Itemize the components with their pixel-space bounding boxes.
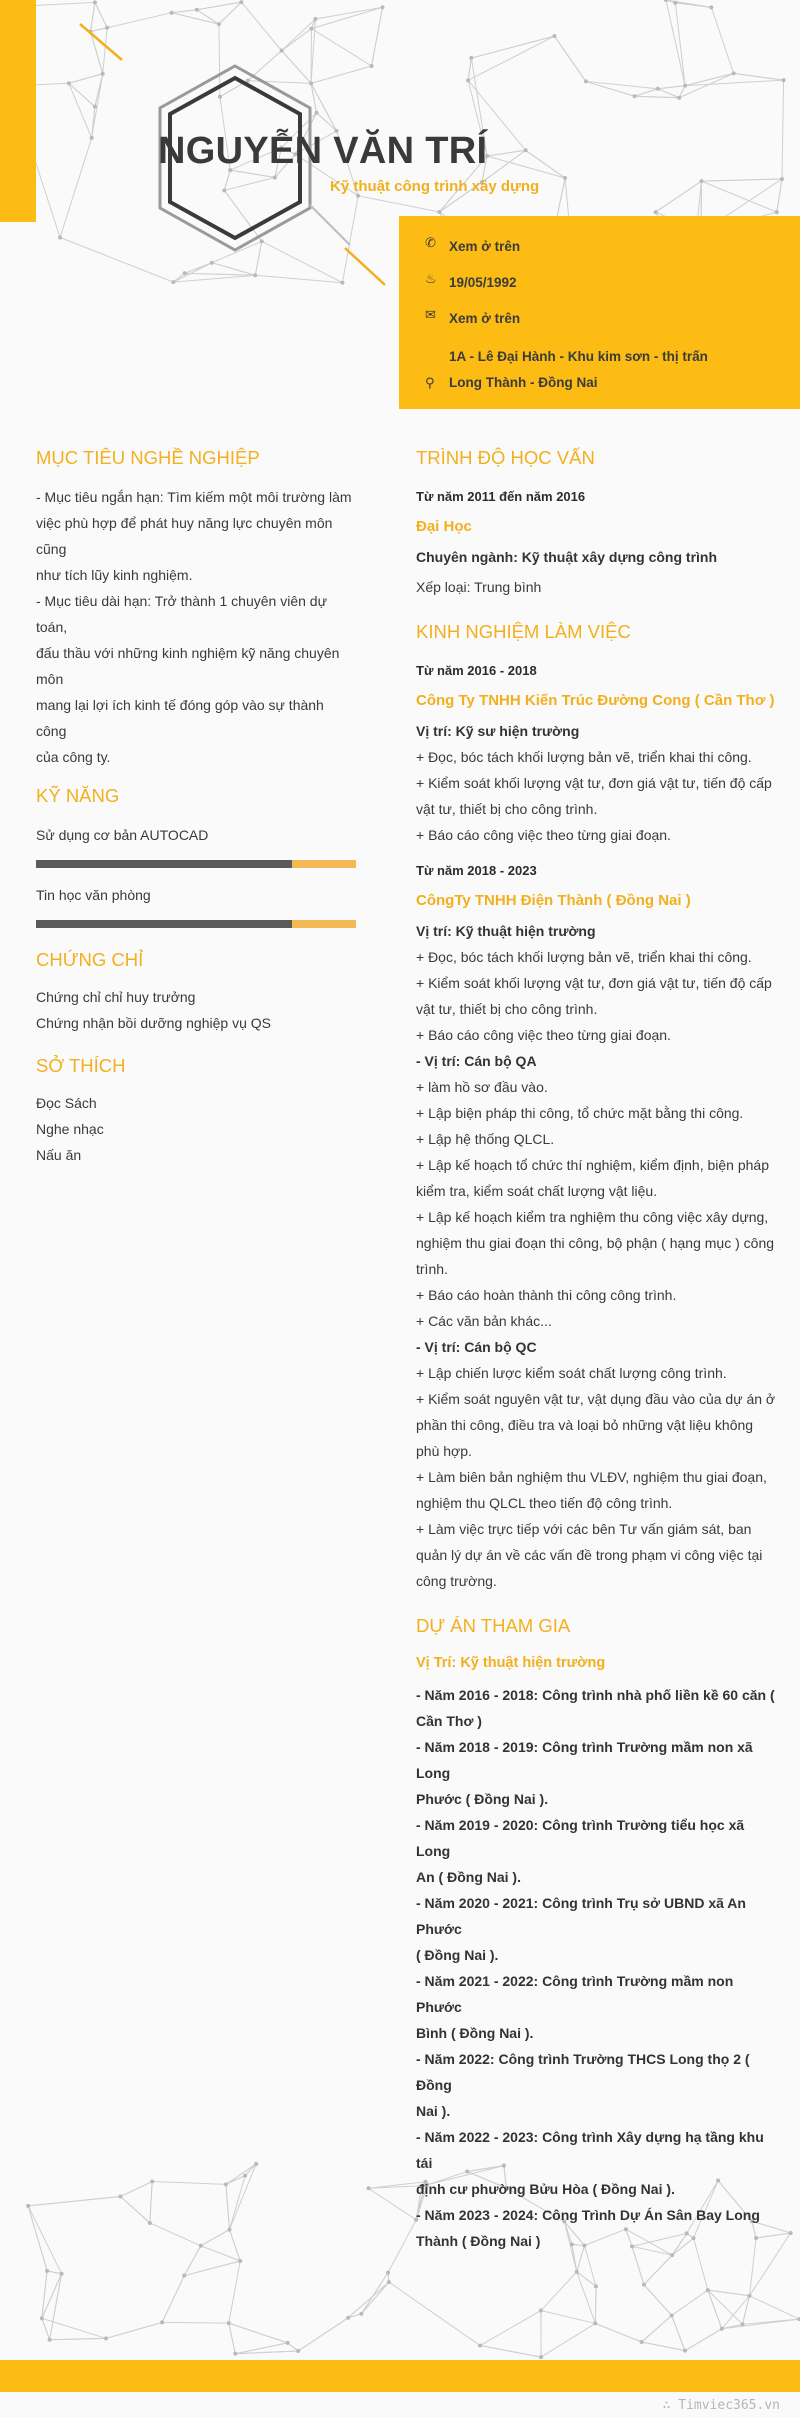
project-line: An ( Đồng Nai ).	[416, 1869, 521, 1885]
experience-title: KINH NGHIỆM LÀM VIỆC	[416, 621, 631, 642]
job-detail-line: Vị trí: Kỹ thuật hiện trường	[416, 923, 596, 939]
hobby-item: Nấu ăn	[36, 1147, 82, 1163]
project-line: ( Đồng Nai ).	[416, 1947, 499, 1963]
accent-bar-bottom	[0, 2360, 800, 2392]
job-detail-line: + Các văn bản khác...	[416, 1313, 552, 1329]
certificate-item: Chứng chỉ chỉ huy trưởng	[36, 989, 196, 1005]
objective-line: mang lại lợi ích kinh tế đóng góp vào sự thành công	[36, 697, 324, 739]
job-period: Từ năm 2018 - 2023	[416, 863, 537, 878]
hobbies-title: SỞ THÍCH	[36, 1055, 126, 1076]
job-detail-line: + Kiểm soát khối lượng vật tư, đơn giá vật tư, tiến độ cấp	[416, 975, 772, 991]
objective-line: của công ty.	[36, 749, 111, 765]
objective-text	[36, 484, 356, 770]
job-company: Công Ty TNHH Kiến Trúc Đường Cong ( Cần Thơ )	[416, 692, 775, 709]
job-detail-line: nghiệm thu QLCL theo tiến độ công trình.	[416, 1495, 673, 1511]
skill-name: Tin học văn phòng	[36, 887, 151, 903]
project-line: - Năm 2019 - 2020: Công trình Trường tiểu học xã Long	[416, 1817, 745, 1859]
job-details	[416, 718, 776, 848]
skills-title: KỸ NĂNG	[36, 785, 120, 806]
map-pin-icon: ⚲	[425, 375, 435, 390]
project-line: - Năm 2020 - 2021: Công trình Trụ sở UBND xã An Phước	[416, 1895, 746, 1937]
project-line: - Năm 2016 - 2018: Công trình nhà phố liền kề 60 căn (	[416, 1687, 775, 1703]
candidate-job-title: Kỹ thuật công trình xây dựng	[330, 178, 540, 195]
job-detail-line: + Lập kế hoạch tổ chức thí nghiệm, kiểm định, biện pháp	[416, 1157, 769, 1173]
certificates-title: CHỨNG CHỈ	[36, 949, 144, 970]
objective-title: MỤC TIÊU NGHỀ NGHIỆP	[36, 447, 260, 468]
job-entry	[416, 858, 776, 1594]
education-title: TRÌNH ĐỘ HỌC VẤN	[416, 447, 595, 468]
job-detail-line: công trường.	[416, 1573, 497, 1589]
objective-line: việc phù hợp để phát huy năng lực chuyên môn cũng	[36, 515, 333, 557]
job-detail-line: + Báo cáo hoàn thành thi công công trình.	[416, 1287, 677, 1303]
contact-email: ✉ Xem ở trên	[425, 307, 521, 326]
job-entry	[416, 658, 776, 848]
job-detail-line: vật tư, thiết bị cho công trình.	[416, 1001, 598, 1017]
job-detail-line: + làm hồ sơ đầu vào.	[416, 1079, 548, 1095]
objective-line: như tích lũy kinh nghiệm.	[36, 567, 193, 583]
project-line: Nai ).	[416, 2103, 451, 2119]
job-detail-line: phần thi công, điều tra và loại bỏ những vật liệu không	[416, 1417, 754, 1433]
projects-role: Vị Trí: Kỹ thuật hiện trường	[416, 1655, 606, 1671]
job-detail-line: vật tư, thiết bị cho công trình.	[416, 801, 598, 817]
job-detail-line: + Đọc, bóc tách khối lượng bản vẽ, triển khai thi công.	[416, 949, 752, 965]
contact-phone: ✆ Xem ở trên	[425, 235, 521, 254]
envelope-icon: ✉	[425, 307, 436, 322]
address-line-1: 1A - Lê Đại Hành - Khu kim sơn - thị trấn	[449, 349, 708, 364]
job-detail-line: + Làm việc trực tiếp với các bên Tư vấn giám sát, ban	[416, 1521, 752, 1537]
project-line: - Năm 2023 - 2024: Công Trình Dự Án Sân Bay Long	[416, 2207, 760, 2223]
hobby-item: Đọc Sách	[36, 1095, 97, 1111]
skill-bar-fill	[36, 920, 292, 928]
job-detail-line: + Kiểm soát khối lượng vật tư, đơn giá vật tư, tiến độ cấp	[416, 775, 772, 791]
skill-item	[36, 882, 356, 928]
job-detail-line: + Lập hệ thống QLCL.	[416, 1131, 555, 1147]
job-detail-line: phù hợp.	[416, 1443, 472, 1459]
education-period: Từ năm 2011 đến năm 2016	[416, 489, 586, 504]
certificate-item: Chứng nhận bồi dưỡng nghiệp vụ QS	[36, 1015, 271, 1031]
job-detail-line: + Đọc, bóc tách khối lượng bản vẽ, triển khai thi công.	[416, 749, 752, 765]
hobby-item: Nghe nhạc	[36, 1121, 104, 1137]
job-detail-line: - Vị trí: Cán bộ QA	[416, 1053, 537, 1069]
job-details	[416, 918, 776, 1594]
right-column	[416, 444, 776, 2254]
objective-line: đấu thầu với những kinh nghiệm kỹ năng chuyên môn	[36, 645, 340, 687]
skill-name: Sử dụng cơ bản AUTOCAD	[36, 827, 209, 843]
project-line: - Năm 2022: Công trình Trường THCS Long thọ 2 ( Đồng	[416, 2051, 750, 2093]
project-line: Phước ( Đồng Nai ).	[416, 1791, 549, 1807]
project-line: - Năm 2018 - 2019: Công trình Trường mầm non xã Long	[416, 1739, 753, 1781]
job-detail-line: + Lập biện pháp thi công, tổ chức mặt bằng thi công.	[416, 1105, 744, 1121]
phone-icon: ✆	[425, 235, 436, 250]
job-detail-line: Vị trí: Kỹ sư hiện trường	[416, 723, 580, 739]
address-line-2: Long Thành - Đồng Nai	[449, 375, 598, 390]
skill-bar	[36, 920, 356, 928]
project-line: Thành ( Đồng Nai )	[416, 2233, 541, 2249]
project-line: Bình ( Đồng Nai ).	[416, 2025, 534, 2041]
contact-birthday: ♨ 19/05/1992	[425, 271, 517, 290]
skill-bar	[36, 860, 356, 868]
skill-item	[36, 822, 356, 868]
candidate-name: NGUYỄN VĂN TRÍ	[158, 130, 488, 172]
job-detail-line: + Lập kế hoạch kiểm tra nghiệm thu công việc xây dựng,	[416, 1209, 769, 1225]
job-detail-line: + Kiểm soát nguyên vật tư, vật dụng đầu vào của dự án ở	[416, 1391, 776, 1407]
contact-address	[425, 344, 708, 396]
projects-title: DỰ ÁN THAM GIA	[416, 1615, 571, 1636]
job-detail-line: quản lý dự án về các vấn đề trong phạm vi công việc tại	[416, 1547, 763, 1563]
contact-box	[399, 216, 800, 409]
job-detail-line: nghiệm thu giai đoạn thi công, bộ phận ( hạng mục ) công	[416, 1235, 775, 1251]
job-detail-line: kiểm tra, kiểm soát chất lượng vật liệu.	[416, 1183, 658, 1199]
watermark: ∴ Timviec365.vn	[662, 2398, 780, 2413]
job-company: CôngTy TNHH Điện Thành ( Đồng Nai )	[416, 892, 691, 909]
project-line: định cư phường Bửu Hòa ( Đồng Nai ).	[416, 2181, 675, 2197]
skill-bar-fill	[36, 860, 292, 868]
job-detail-line: + Lập chiến lược kiểm soát chất lượng công trình.	[416, 1365, 727, 1381]
left-column	[36, 444, 356, 1168]
education-grade: Xếp loại: Trung bình	[416, 579, 542, 595]
objective-line: - Mục tiêu ngắn hạn: Tìm kiếm một môi trường làm	[36, 489, 352, 505]
job-detail-line: + Làm biên bản nghiệm thu VLĐV, nghiệm thu giai đoạn,	[416, 1469, 767, 1485]
education-school: Đại Học	[416, 518, 472, 535]
project-line: - Năm 2022 - 2023: Công trình Xây dựng hạ tầng khu tái	[416, 2129, 764, 2171]
education-major: Chuyên ngành: Kỹ thuật xây dựng công trình	[416, 549, 718, 565]
project-line: - Năm 2021 - 2022: Công trình Trường mầm non Phước	[416, 1973, 734, 2015]
project-line: Cần Thơ )	[416, 1713, 482, 1729]
job-detail-line: + Báo cáo công việc theo từng giai đoạn.	[416, 827, 671, 843]
job-detail-line: trình.	[416, 1261, 448, 1277]
objective-line: - Mục tiêu dài hạn: Trở thành 1 chuyên viên dự toán,	[36, 593, 327, 635]
job-period: Từ năm 2016 - 2018	[416, 663, 537, 678]
job-detail-line: + Báo cáo công việc theo từng giai đoạn.	[416, 1027, 671, 1043]
cake-icon: ♨	[425, 271, 437, 286]
projects-list	[416, 1682, 776, 2254]
job-detail-line: - Vị trí: Cán bộ QC	[416, 1339, 537, 1355]
